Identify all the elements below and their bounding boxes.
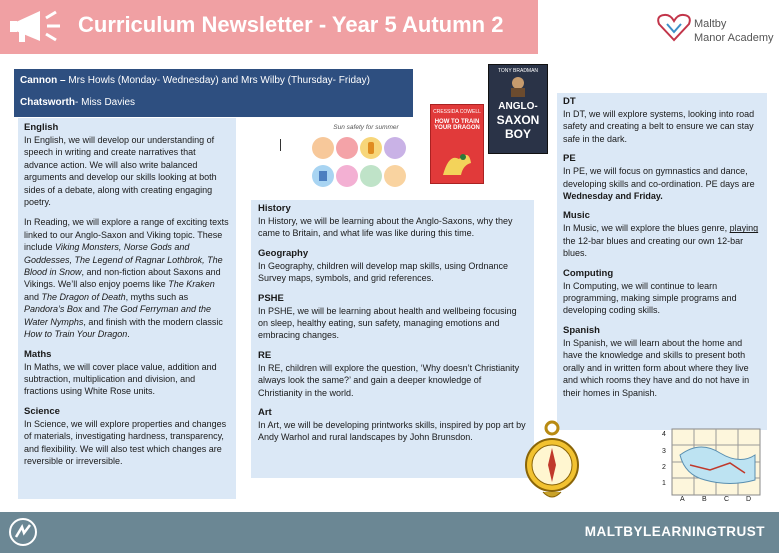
trust-logo-icon: [8, 517, 38, 547]
chatsworth-teacher: - Miss Davies: [75, 97, 136, 108]
map-row-label: 1: [662, 480, 666, 487]
saxon-title-line1: ANGLO-: [498, 101, 538, 112]
hat-icon: [336, 137, 358, 159]
warrior-illustration-icon: [503, 75, 533, 97]
map-row-label: 3: [662, 448, 666, 455]
art-heading: Art: [258, 407, 272, 419]
saxon-author: TONY BRADMAN: [497, 68, 539, 74]
pe-text: In PE, we will focus on gymnastics and dance, developing skills and co-ordination. PE days are Wednesday and Friday.: [563, 166, 755, 202]
map-row-label: 4: [662, 431, 666, 438]
left-column-panel: [18, 118, 236, 499]
map-col-label: D: [746, 496, 752, 503]
music-text: In Music, we will explore the blues genre, playing the 12-bar blues and creating our own 12-bar blues.: [563, 223, 759, 259]
re-text: In RE, children will explore the question, ‘Why doesn’t Christianity always look the same?’ and gain a deeper knowledge of Christianity in the world.: [258, 362, 520, 398]
megaphone-icon: [6, 6, 70, 48]
logo-text-line2: Manor Academy: [694, 32, 774, 44]
maths-text: In Maths, we will cover place value, addition and subtraction, multiplication and division, and fractions using White Rose units.: [24, 361, 217, 397]
dt-text: In DT, we will explore systems, looking into road safety and creating a belt to ensure we can stay safe in the dark.: [563, 109, 755, 144]
map-col-label: A: [680, 496, 685, 503]
sun-icon: [384, 137, 406, 159]
middle-column-panel: [251, 200, 534, 478]
footer-brand-text: MALTBYLEARNINGTRUST: [584, 524, 765, 539]
school-logo: [648, 10, 774, 60]
geography-text: In Geography, children will develop map skills, using Ordnance Survey maps, symbols, and grid references.: [258, 260, 508, 284]
grid-map: [660, 425, 765, 505]
re-heading: RE: [258, 349, 272, 361]
english-heading: English: [24, 122, 59, 133]
english-writing-text: In English, we will develop our understanding of speech in writing and create narratives that advance action. We will also write balanced arguments and develop our skills looking at both sides of a debate, along with creating engaging poetry.: [24, 135, 217, 208]
map-grid-icon: [660, 425, 765, 505]
saxon-title-line2: SAXON: [496, 113, 540, 127]
pshe-heading: PSHE: [258, 292, 284, 304]
logo-text-line1: Maltby: [694, 18, 727, 30]
heart-logo-icon: [656, 12, 692, 42]
science-heading: Science: [24, 405, 60, 417]
sun-safety-title: Sun safety for summer: [333, 124, 399, 131]
map-row-label: 2: [662, 464, 666, 471]
english-reading-text: In Reading, we will explore a range of exciting texts linked to our Anglo-Saxon and Viking topic. These include Viking Monsters, Norse Gods and Goddesses, The Legend of Ragnar Lothbrok, The Blood in Snow, and non-fiction about Saxons and Vikings. We’ll also enjoy poems like The Kraken and The Dragon of Death, myths such as Pandora’s Box and The God Ferryman and the Water Nymphs, and finish with the modern classic How to Train Your Dragon.: [24, 217, 229, 340]
sunscreen-icon: [360, 165, 382, 187]
text-cursor: [280, 139, 281, 151]
art-text: In Art, we will be developing printworks skills, inspired by pop art by Andy Warhol and rural landscapes by John Brunsdon.: [258, 420, 526, 443]
compass-icon: [523, 420, 581, 505]
spanish-text: In Spanish, we will learn about the home and have the knowledge and skills to present both orally and in written form about where they live and which rooms they have and do not have in their homes in Spanish.: [563, 337, 750, 398]
geography-heading: Geography: [258, 247, 309, 259]
spanish-heading: Spanish: [563, 324, 600, 336]
sun-safety-card: [307, 124, 425, 194]
history-text: In History, we will be learning about the Anglo-Saxons, why they came to Britain, and what life was like during this time.: [258, 216, 513, 239]
saxon-title-line3: BOY: [504, 127, 531, 141]
cannon-teachers: Mrs Howls (Monday- Wednesday) and Mrs Wilby (Thursday- Friday): [65, 75, 370, 86]
class-teachers-box: [14, 69, 413, 117]
computing-heading: Computing: [563, 267, 614, 279]
pe-heading: PE: [563, 153, 576, 165]
sunshade-icon: [312, 137, 334, 159]
dragon-author: CRESSIDA COWELL: [433, 109, 481, 115]
maths-heading: Maths: [24, 348, 52, 360]
pshe-text: In PSHE, we will be learning about health and wellbeing focusing on sleep, healthy eating, sun safety, managing emotions and embracing changes.: [258, 305, 517, 341]
sun-safety-icons: [311, 134, 423, 192]
cannon-label: Cannon –: [20, 75, 66, 86]
cannon-class-line: [20, 75, 370, 86]
dragon-illustration-icon: [439, 145, 475, 179]
map-col-label: B: [702, 496, 707, 503]
history-heading: History: [258, 203, 291, 214]
glasses-icon: [336, 165, 358, 187]
map-col-label: C: [724, 496, 730, 503]
chatsworth-class-line: [20, 97, 135, 108]
drink-icon: [384, 165, 406, 187]
science-text: In Science, we will explore properties and changes of materials, investigating hardness, transparency, and flexibility. We will also test which changes are reversible or irreversible.: [24, 418, 227, 466]
book-cover-anglo-saxon-boy: [488, 64, 548, 154]
dt-heading: DT: [563, 96, 576, 107]
dragon-title: HOW TO TRAIN YOUR DRAGON: [434, 119, 480, 131]
book-cover-dragon: [430, 104, 484, 184]
newsletter-title: Curriculum Newsletter - Year 5 Autumn 2: [78, 12, 504, 37]
chatsworth-label: Chatsworth: [20, 97, 75, 108]
footer-bar: [0, 512, 779, 553]
right-column-panel: [557, 93, 767, 430]
computing-text: In Computing, we will continue to learn programming, making simple programs and developing coding skills.: [563, 280, 737, 316]
music-heading: Music: [563, 210, 590, 222]
